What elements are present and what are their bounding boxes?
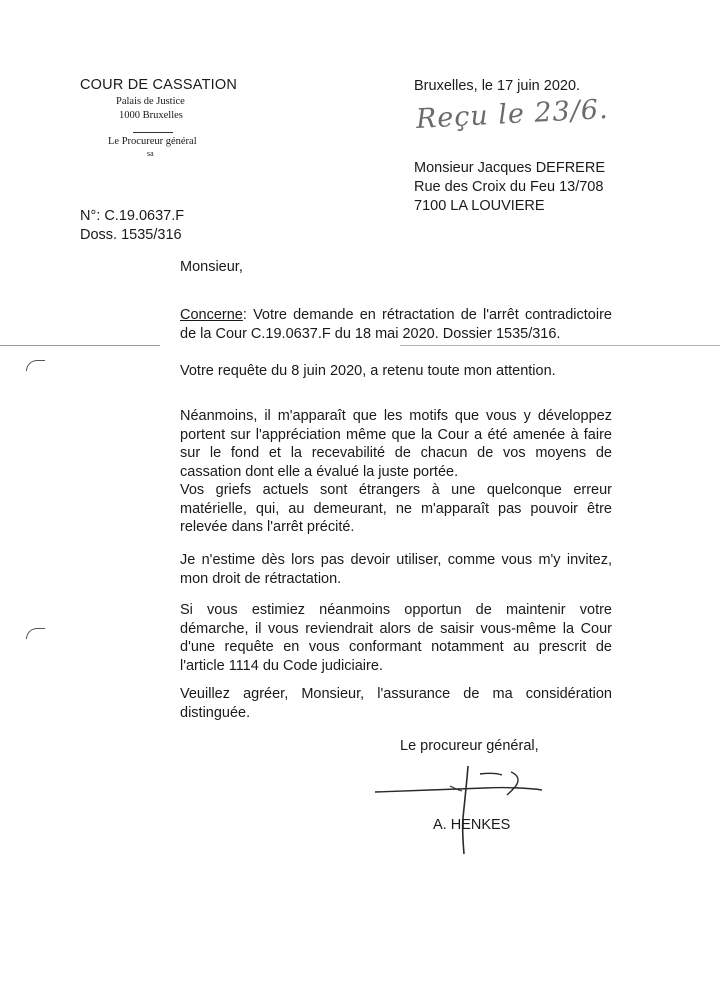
body-paragraph: Je n'estime dès lors pas devoir utiliser, comme vous m'y invitez, mon droit de rétractation.	[180, 552, 612, 587]
header-divider	[133, 132, 173, 133]
recipient-city: 7100 LA LOUVIERE	[414, 198, 545, 214]
body-paragraph: Vos griefs actuels sont étrangers à une quelconque erreur matérielle, qui, au demeurant, ne m'apparaît pas pouvoir être relevée dans l'arrêt précité.	[180, 482, 612, 535]
closing-paragraph: Veuillez agréer, Monsieur, l'assurance de ma considération distinguée.	[180, 686, 612, 721]
date-line: Bruxelles, le 17 juin 2020.	[414, 78, 581, 94]
signatory-name: A. HENKES	[433, 817, 511, 833]
recipient-address	[414, 159, 605, 216]
scan-artifact-line	[0, 345, 160, 346]
subject-label: Concerne	[180, 307, 243, 323]
signature-title: Le procureur général,	[400, 738, 539, 754]
dossier-number: Doss. 1535/316	[80, 227, 182, 243]
court-name: COUR DE CASSATION	[80, 77, 238, 93]
office-title: Le Procureur général	[108, 136, 197, 147]
handwritten-received-note: Reçu le 23/6.	[415, 93, 610, 135]
recipient-name: Monsieur Jacques DEFRERE	[414, 160, 605, 176]
body-paragraph: Votre requête du 8 juin 2020, a retenu toute mon attention.	[180, 363, 556, 379]
subject-line	[180, 306, 612, 343]
scan-artifact-line	[400, 345, 720, 346]
reference-block	[80, 207, 184, 245]
body-paragraph: Néanmoins, il m'apparaît que les motifs que vous y développez portent sur l'appréciation même que la Cour a été amenée à faire sur le fond et la recevabilité de chacun de vos moyens de cassation dont elle a évalué la juste portée.	[180, 408, 612, 480]
court-city: 1000 Bruxelles	[119, 110, 183, 121]
subject-text: : Votre demande en rétractation de l'arrêt contradictoire de la Cour C.19.0637.F du 18 mai 2020. Dossier 1535/316.	[180, 307, 612, 342]
punch-hole-mark	[26, 360, 45, 371]
body-paragraph: Si vous estimiez néanmoins opportun de maintenir votre démarche, il vous reviendrait alors de saisir vous-même la Cour d'une requête en vous conformant notamment au prescrit de l'article 1114 du Code judiciaire.	[180, 602, 612, 674]
reference-number: N°: C.19.0637.F	[80, 208, 185, 224]
handwritten-signature	[370, 758, 550, 858]
punch-hole-mark	[26, 628, 45, 639]
recipient-street: Rue des Croix du Feu 13/708	[414, 179, 604, 195]
office-initials: sa	[147, 149, 154, 158]
court-palais: Palais de Justice	[116, 96, 185, 107]
salutation: Monsieur,	[180, 259, 243, 275]
